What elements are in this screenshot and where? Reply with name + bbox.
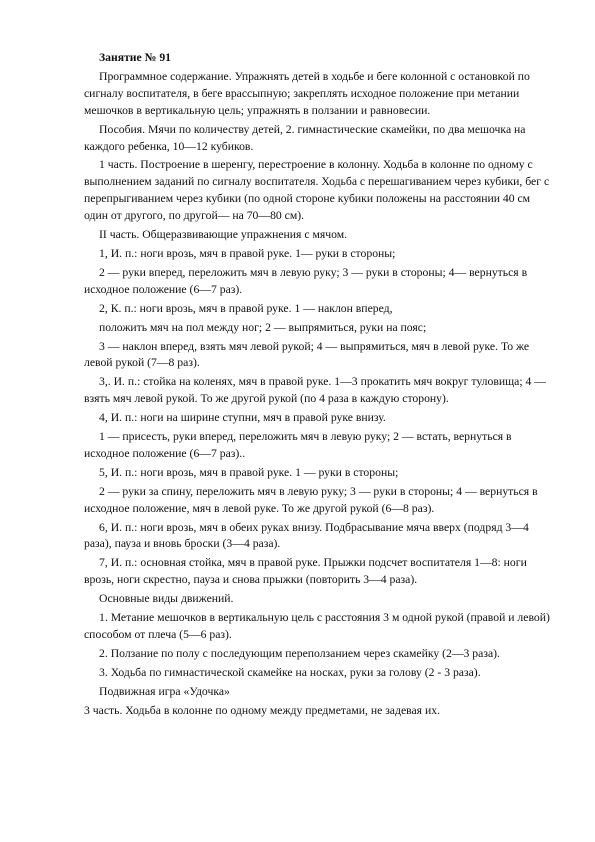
exercise-2-middle: положить мяч на пол между ног; 2 — выпрямиться, руки на пояс;	[99, 320, 427, 334]
exercise-2-start: 2, К. п.: ноги врозь, мяч в правой руке. 1 — наклон вперед,	[99, 301, 393, 315]
exercise-5-continued: 2 — руки за спину, переложить мяч в левую руку; 3 — руки в стороны; 4 — вернуться в исходное положение, мяч в левой руке. То же другой рукой (6—8 раз).	[84, 484, 538, 515]
outdoor-game: Подвижная игра «Удочка»	[99, 684, 230, 698]
exercise-5-start: 5, И. п.: ноги врозь, мяч в правой руке. 1 — руки в стороны;	[99, 465, 399, 479]
main-movements-heading: Основные виды движений.	[99, 592, 234, 606]
exercise-3: 3,. И. п.: стойка на коленях, мяч в правой руке. 1—3 прокатить мяч вокруг туловища; 4 — взять мяч левой рукой. То же другой рукой (по 4 раза в каждую сторону).	[84, 375, 546, 406]
program-content-paragraph: Программное содержание. Упражнять детей в ходьбе и беге колонной с остановкой по сигналу воспитателя, в беге врассыпную; закреплять исходное положение при метании мешочков в вертикальную цель; упражнять в ползании и равновесии.	[84, 69, 530, 117]
lesson-title: Занятие № 91	[99, 51, 172, 64]
exercise-1-start: 1, И. п.: ноги врозь, мяч в правой руке. 1— руки в стороны;	[99, 246, 396, 260]
exercise-6: 6, И. п.: ноги врозь, мяч в обеих руках внизу. Подбрасывание мяча вверх (подряд 3—4 раза), пауза и вновь броски (3—4 раза).	[84, 520, 529, 551]
movement-1: 1. Метание мешочков в вертикальную цель с расстояния 3 м одной рукой (правой и левой) способом от плеча (5—6 раз).	[84, 611, 550, 641]
exercise-4-start: 4, И. п.: ноги на ширине ступни, мяч в правой руке внизу.	[99, 411, 386, 425]
exercise-7: 7, И. п.: основная стойка, мяч в правой руке. Прыжки подсчет воспитателя 1—8: ноги врозь, ноги скрестно, пауза и снова прыжки (повторить 3—4 раза).	[84, 556, 527, 587]
part-two-heading: II часть. Общеразвивающие упражнения с мячом.	[99, 228, 348, 242]
part-one-paragraph: 1 часть. Построение в шеренгу, перестроение в колонну. Ходьба в колонне по одному с выполнением заданий по сигналу воспитателя. Ходьба с перешагиванием через кубики, бег с перепрыгиванием через кубики (по одной стороне кубики положены на расстоянии 40 см один от другого, по другой— на 70—80 см).	[84, 158, 550, 223]
movement-3: 3. Ходьба по гимнастической скамейке на носках, руки за голову (2 - 3 раза).	[99, 665, 481, 679]
equipment-paragraph: Пособия. Мячи по количеству детей, 2. гимнастические скамейки, по два мешочка на каждого ребенка, 10—12 кубиков.	[84, 122, 526, 153]
document-body	[84, 50, 552, 722]
exercise-2-end: 3 — наклон вперед, взять мяч левой рукой; 4 — выпрямиться, мяч в левой руке. То же левой рукой (7—8 раз).	[84, 339, 530, 370]
movement-2: 2. Ползание по полу с последующим переползанием через скамейку (2—3 раза).	[99, 646, 500, 660]
part-three-paragraph: 3 часть. Ходьба в колонне по одному между предметами, не задевая их.	[84, 703, 440, 717]
exercise-4-continued: 1 — присесть, руки вперед, переложить мяч в левую руку; 2 — встать, вернуться в исходное положение (6—7 раз)..	[84, 430, 512, 460]
exercise-1-continued: 2 — руки вперед, переложить мяч в левую руку; 3 — руки в стороны; 4— вернуться в исходное положение (6—7 раз).	[84, 265, 528, 296]
